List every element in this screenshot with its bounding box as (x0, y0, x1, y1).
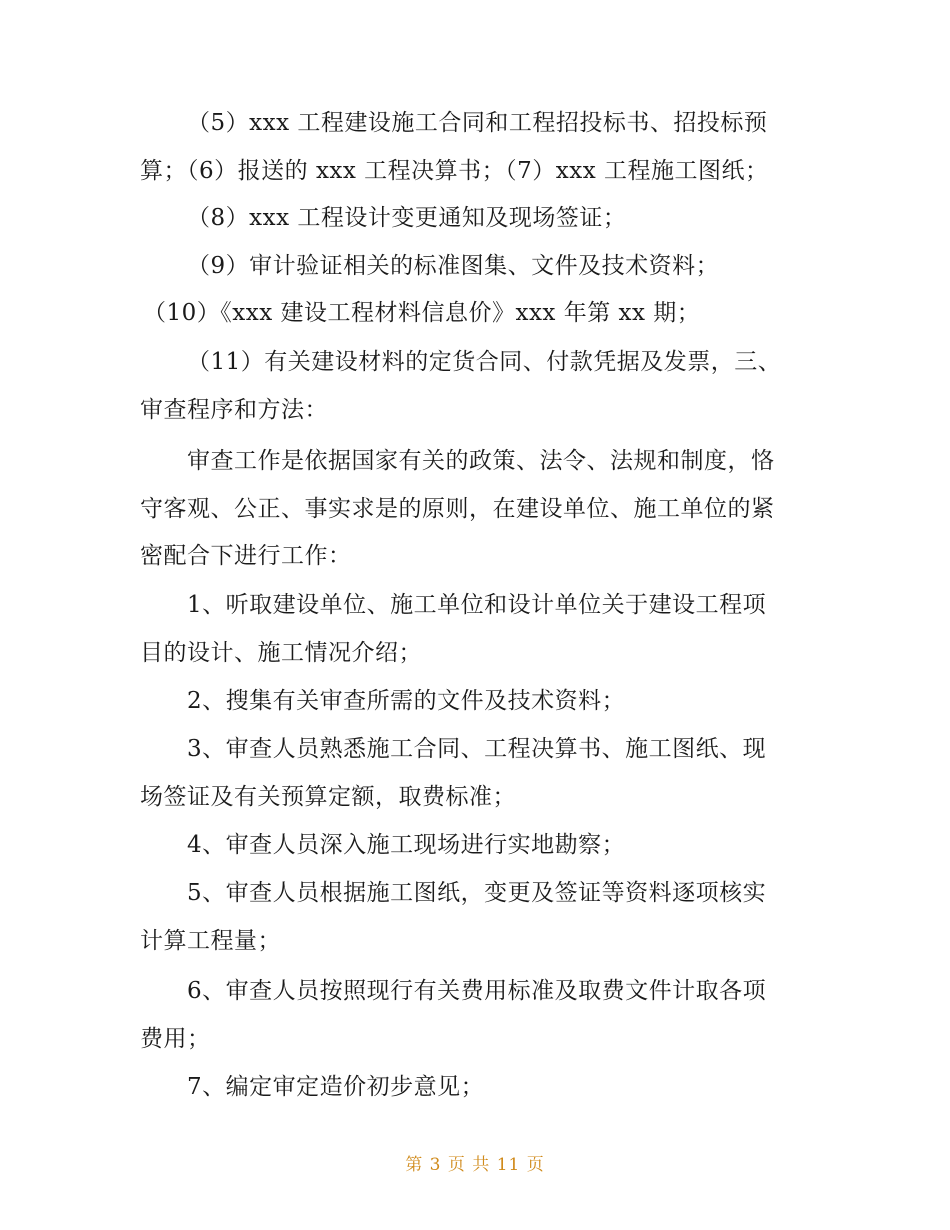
text-line: （10）《xxx 建设工程材料信息价》xxx 年第 xx 期； (143, 300, 701, 326)
text-line: 5、审查人员根据施工图纸，变更及签证等资料逐项核实 (187, 880, 767, 906)
text-line: （5）xxx 工程建设施工合同和工程招投标书、招投标预 (187, 110, 768, 136)
text-line: 场签证及有关预算定额，取费标准； (140, 784, 516, 810)
text-line: 1、听取建设单位、施工单位和设计单位关于建设工程项 (187, 592, 767, 618)
text-line: 4、审查人员深入施工现场进行实地勘察； (187, 832, 626, 858)
text-line: 密配合下进行工作： (140, 543, 352, 569)
page-number-footer: 第 3 页 共 11 页 (405, 1155, 545, 1175)
text-line: （8）xxx 工程设计变更通知及现场签证； (187, 205, 627, 231)
text-line: 算；（6）报送的 xxx 工程决算书；（7）xxx 工程施工图纸； (140, 158, 769, 184)
text-line: 6、审查人员按照现行有关费用标准及取费文件计取各项 (187, 978, 767, 1004)
text-line: 2、搜集有关审查所需的文件及技术资料； (187, 688, 626, 714)
text-line: 7、编定审定造价初步意见； (187, 1074, 485, 1100)
text-line: （11）有关建设材料的定货合同、付款凭据及发票，三、 (187, 349, 782, 375)
text-line: 3、审查人员熟悉施工合同、工程决算书、施工图纸、现 (187, 736, 767, 762)
text-line: 守客观、公正、事实求是的原则，在建设单位、施工单位的紧 (140, 496, 775, 522)
text-line: 费用； (140, 1026, 211, 1052)
text-line: （9）审计验证相关的标准图集、文件及技术资料； (187, 253, 720, 279)
text-line: 计算工程量； (140, 928, 281, 954)
text-line: 审查工作是依据国家有关的政策、法令、法规和制度，恪 (187, 448, 775, 474)
text-line: 审查程序和方法： (140, 397, 328, 423)
text-line: 目的设计、施工情况介绍； (140, 640, 422, 666)
